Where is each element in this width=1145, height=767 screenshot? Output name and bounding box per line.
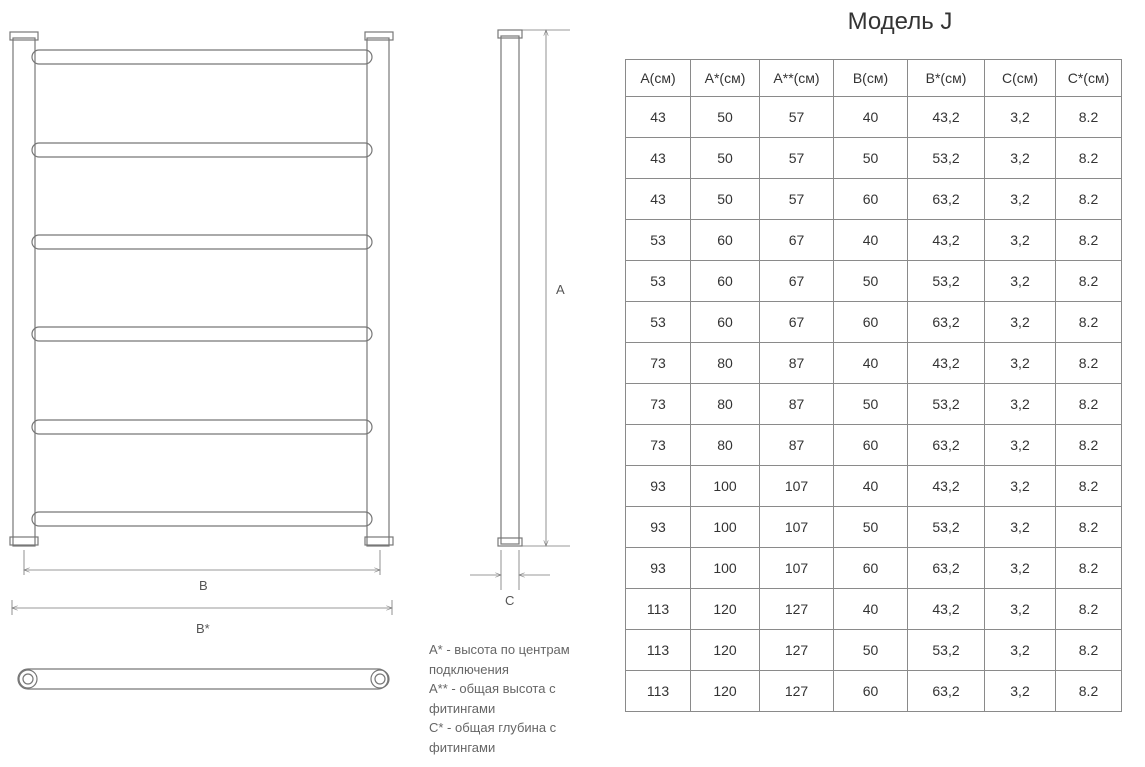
table-row <box>626 384 1122 425</box>
table-cell: 73 <box>626 343 691 384</box>
table-cell: 50 <box>691 97 760 138</box>
table-cell: 43 <box>626 138 691 179</box>
table-cell: 3,2 <box>985 507 1056 548</box>
table-cell: 93 <box>626 466 691 507</box>
top-view <box>18 669 389 689</box>
table-cell: 100 <box>691 507 760 548</box>
column-header: A(см) <box>626 60 691 97</box>
table-cell: 50 <box>834 261 908 302</box>
table-cell: 67 <box>760 302 834 343</box>
table-cell: 3,2 <box>985 630 1056 671</box>
column-header: B(см) <box>834 60 908 97</box>
table-row <box>626 138 1122 179</box>
table-cell: 60 <box>834 425 908 466</box>
table-cell: 8.2 <box>1056 671 1122 712</box>
table-row <box>626 548 1122 589</box>
table-cell: 63,2 <box>908 548 985 589</box>
table-cell: 53 <box>626 261 691 302</box>
table-row <box>626 179 1122 220</box>
table-cell: 50 <box>691 179 760 220</box>
table-row <box>626 220 1122 261</box>
table-cell: 3,2 <box>985 97 1056 138</box>
table-cell: 73 <box>626 425 691 466</box>
table-row <box>626 261 1122 302</box>
table-cell: 127 <box>760 589 834 630</box>
column-header: B*(см) <box>908 60 985 97</box>
table-cell: 80 <box>691 425 760 466</box>
table-cell: 8.2 <box>1056 261 1122 302</box>
table-header-row <box>626 60 1122 97</box>
table-row <box>626 507 1122 548</box>
column-header: C(см) <box>985 60 1056 97</box>
table-cell: 60 <box>834 179 908 220</box>
label-b-star: B* <box>196 621 210 636</box>
table-cell: 40 <box>834 589 908 630</box>
column-header: A**(см) <box>760 60 834 97</box>
table-cell: 107 <box>760 507 834 548</box>
table-cell: 113 <box>626 589 691 630</box>
table-cell: 40 <box>834 220 908 261</box>
table-cell: 8.2 <box>1056 179 1122 220</box>
table-cell: 3,2 <box>985 220 1056 261</box>
table-cell: 53,2 <box>908 138 985 179</box>
table-cell: 60 <box>691 261 760 302</box>
table-cell: 63,2 <box>908 302 985 343</box>
legend-c-star: C* - общая глубина с фитингами <box>429 720 557 755</box>
table-cell: 3,2 <box>985 302 1056 343</box>
table-cell: 50 <box>691 138 760 179</box>
table-cell: 57 <box>760 138 834 179</box>
table-cell: 3,2 <box>985 138 1056 179</box>
table-cell: 8.2 <box>1056 507 1122 548</box>
table-cell: 57 <box>760 179 834 220</box>
table-row <box>626 302 1122 343</box>
table-cell: 53,2 <box>908 261 985 302</box>
table-cell: 63,2 <box>908 179 985 220</box>
table-row <box>626 630 1122 671</box>
table-cell: 43 <box>626 97 691 138</box>
table-row <box>626 671 1122 712</box>
table-cell: 8.2 <box>1056 97 1122 138</box>
table-cell: 60 <box>834 302 908 343</box>
table-cell: 3,2 <box>985 671 1056 712</box>
table-cell: 120 <box>691 589 760 630</box>
table-cell: 100 <box>691 548 760 589</box>
table-cell: 43,2 <box>908 466 985 507</box>
table-cell: 3,2 <box>985 548 1056 589</box>
table-cell: 3,2 <box>985 466 1056 507</box>
table-cell: 57 <box>760 97 834 138</box>
table-cell: 87 <box>760 425 834 466</box>
table-cell: 43,2 <box>908 589 985 630</box>
table-cell: 8.2 <box>1056 343 1122 384</box>
column-header: C*(см) <box>1056 60 1122 97</box>
table-cell: 53,2 <box>908 384 985 425</box>
label-b: B <box>199 578 208 593</box>
rungs <box>32 50 372 526</box>
left-collector <box>10 32 38 546</box>
table-cell: 113 <box>626 630 691 671</box>
legend-a-double-star: A** - общая высота с фитингами <box>429 681 556 716</box>
table-cell: 3,2 <box>985 425 1056 466</box>
table-cell: 63,2 <box>908 425 985 466</box>
table-cell: 8.2 <box>1056 466 1122 507</box>
table-cell: 50 <box>834 138 908 179</box>
table-cell: 3,2 <box>985 589 1056 630</box>
table-cell: 80 <box>691 343 760 384</box>
table-cell: 60 <box>834 671 908 712</box>
label-c: C <box>505 593 515 608</box>
table-cell: 3,2 <box>985 261 1056 302</box>
table-cell: 80 <box>691 384 760 425</box>
table-cell: 67 <box>760 220 834 261</box>
table-cell: 8.2 <box>1056 384 1122 425</box>
table-cell: 43,2 <box>908 343 985 384</box>
table-cell: 100 <box>691 466 760 507</box>
table-cell: 73 <box>626 384 691 425</box>
table-cell: 120 <box>691 630 760 671</box>
table-cell: 50 <box>834 384 908 425</box>
table-cell: 53,2 <box>908 507 985 548</box>
legend <box>429 640 599 757</box>
table-body <box>626 97 1122 712</box>
table-cell: 8.2 <box>1056 589 1122 630</box>
table-cell: 53 <box>626 302 691 343</box>
column-header: A*(см) <box>691 60 760 97</box>
table-cell: 3,2 <box>985 343 1056 384</box>
table-cell: 93 <box>626 548 691 589</box>
table-cell: 60 <box>691 302 760 343</box>
table-cell: 67 <box>760 261 834 302</box>
table-row <box>626 589 1122 630</box>
table-cell: 43 <box>626 179 691 220</box>
table-cell: 53 <box>626 220 691 261</box>
table-cell: 40 <box>834 343 908 384</box>
legend-a-star: A* - высота по центрам подключения <box>429 642 570 677</box>
table-cell: 93 <box>626 507 691 548</box>
table-cell: 60 <box>834 548 908 589</box>
table-row <box>626 425 1122 466</box>
side-view <box>470 30 570 590</box>
table-cell: 113 <box>626 671 691 712</box>
table-cell: 127 <box>760 630 834 671</box>
table-cell: 87 <box>760 384 834 425</box>
table-cell: 87 <box>760 343 834 384</box>
table-cell: 50 <box>834 630 908 671</box>
right-collector <box>365 32 393 546</box>
table-cell: 53,2 <box>908 630 985 671</box>
table-cell: 8.2 <box>1056 220 1122 261</box>
table-cell: 60 <box>691 220 760 261</box>
table-cell: 3,2 <box>985 179 1056 220</box>
table-cell: 107 <box>760 466 834 507</box>
table-cell: 127 <box>760 671 834 712</box>
table-cell: 8.2 <box>1056 630 1122 671</box>
table-cell: 120 <box>691 671 760 712</box>
table-cell: 8.2 <box>1056 138 1122 179</box>
table-cell: 40 <box>834 466 908 507</box>
table-cell: 107 <box>760 548 834 589</box>
table-cell: 43,2 <box>908 97 985 138</box>
table-row <box>626 343 1122 384</box>
page-title: Модель J <box>847 8 953 35</box>
table-cell: 8.2 <box>1056 548 1122 589</box>
label-a: A <box>556 282 565 297</box>
table-cell: 40 <box>834 97 908 138</box>
table-row <box>626 97 1122 138</box>
table-cell: 3,2 <box>985 384 1056 425</box>
table-cell: 8.2 <box>1056 302 1122 343</box>
dimensions-table <box>625 59 1122 712</box>
table-cell: 63,2 <box>908 671 985 712</box>
table-row <box>626 466 1122 507</box>
table-cell: 43,2 <box>908 220 985 261</box>
table-cell: 8.2 <box>1056 425 1122 466</box>
table-cell: 50 <box>834 507 908 548</box>
